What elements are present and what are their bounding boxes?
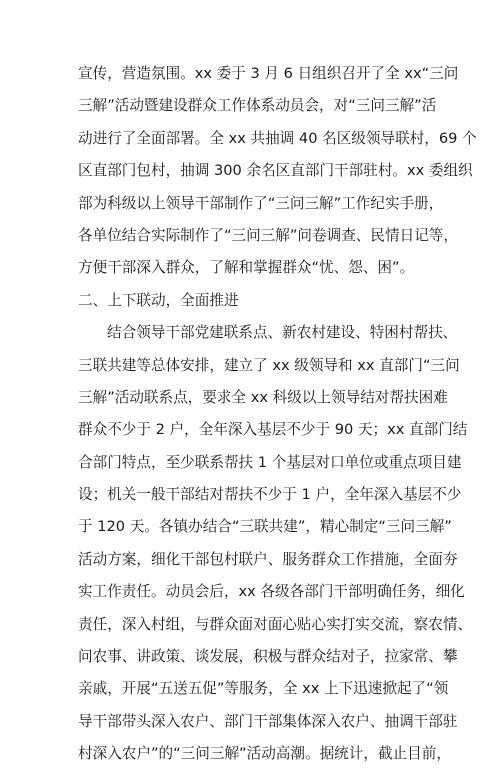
text-line: 导干部带头深入农户、部门干部集体深入农户、抽调干部驻 [78,712,458,730]
text-line: 活动方案，细化干部包村联户、服务群众工作措施，全面夯 [78,550,458,568]
text-line: 设；机关一般干部结对帮扶不少于 1 户，全年深入基层不少 [78,486,462,504]
text-line: 群众不少于 2 户，全年深入基层不少于 90 天；xx 直部门结 [78,421,468,439]
text-line: 区直部门包村，抽调 300 余名区直部门干部驻村。xx 委组织 [78,162,473,180]
text-line: 村深入农户”的“三问三解”活动高潮。据统计，截止目前， [78,745,451,763]
text-line: 亲戚，开展“五送五促”等服务，全 xx 上下迅速掀起了“领 [78,680,449,698]
text-line: 合部门特点，至少联系帮扶 1 个基层对口单位或重点项目建 [78,453,462,471]
text-line: 问农事、讲政策、谈发展，积极与群众结对子，拉家常、攀 [78,648,458,666]
section-heading: 二、上下联动，全面推进 [78,291,239,309]
text-line: 结合领导干部党建联系点、新农村建设、特困村帮扶、 [107,324,458,342]
text-line: 宣传，营造氛围。xx 委于 3 月 6 日组织召开了全 xx“三问 [78,65,459,82]
text-line: 部为科级以上领导干部制作了“三问三解”工作纪实手册， [78,194,444,212]
text-line: 方便干部深入群众，了解和掌握群众“忧、怨、困”。 [78,259,415,277]
text-line: 各单位结合实际制作了“三问三解”问卷调查、民情日记等， [78,226,458,244]
text-line: 实工作责任。动员会后，xx 各级各部门干部明确任务，细化 [78,583,465,601]
text-line: 于 120 天。各镇办结合“三联共建”，精心制定“三问三解” [78,518,452,536]
text-line: 责任，深入村组，与群众面对面心贴心实打实交流，察农情、 [78,615,473,633]
text-line: 三联共建等总体安排，建立了 xx 级领导和 xx 直部门“三问 [78,356,460,374]
text-line: 三解”活动联系点，要求全 xx 科级以上领导结对帮扶困难 [78,388,448,406]
body-text [78,58,477,771]
text-line: 动进行了全面部署。全 xx 共抽调 40 名区级领导联村，69 个 [78,129,477,147]
text-line: 三解”活动暨建设群众工作体系动员会，对“三问三解”活 [78,97,437,115]
